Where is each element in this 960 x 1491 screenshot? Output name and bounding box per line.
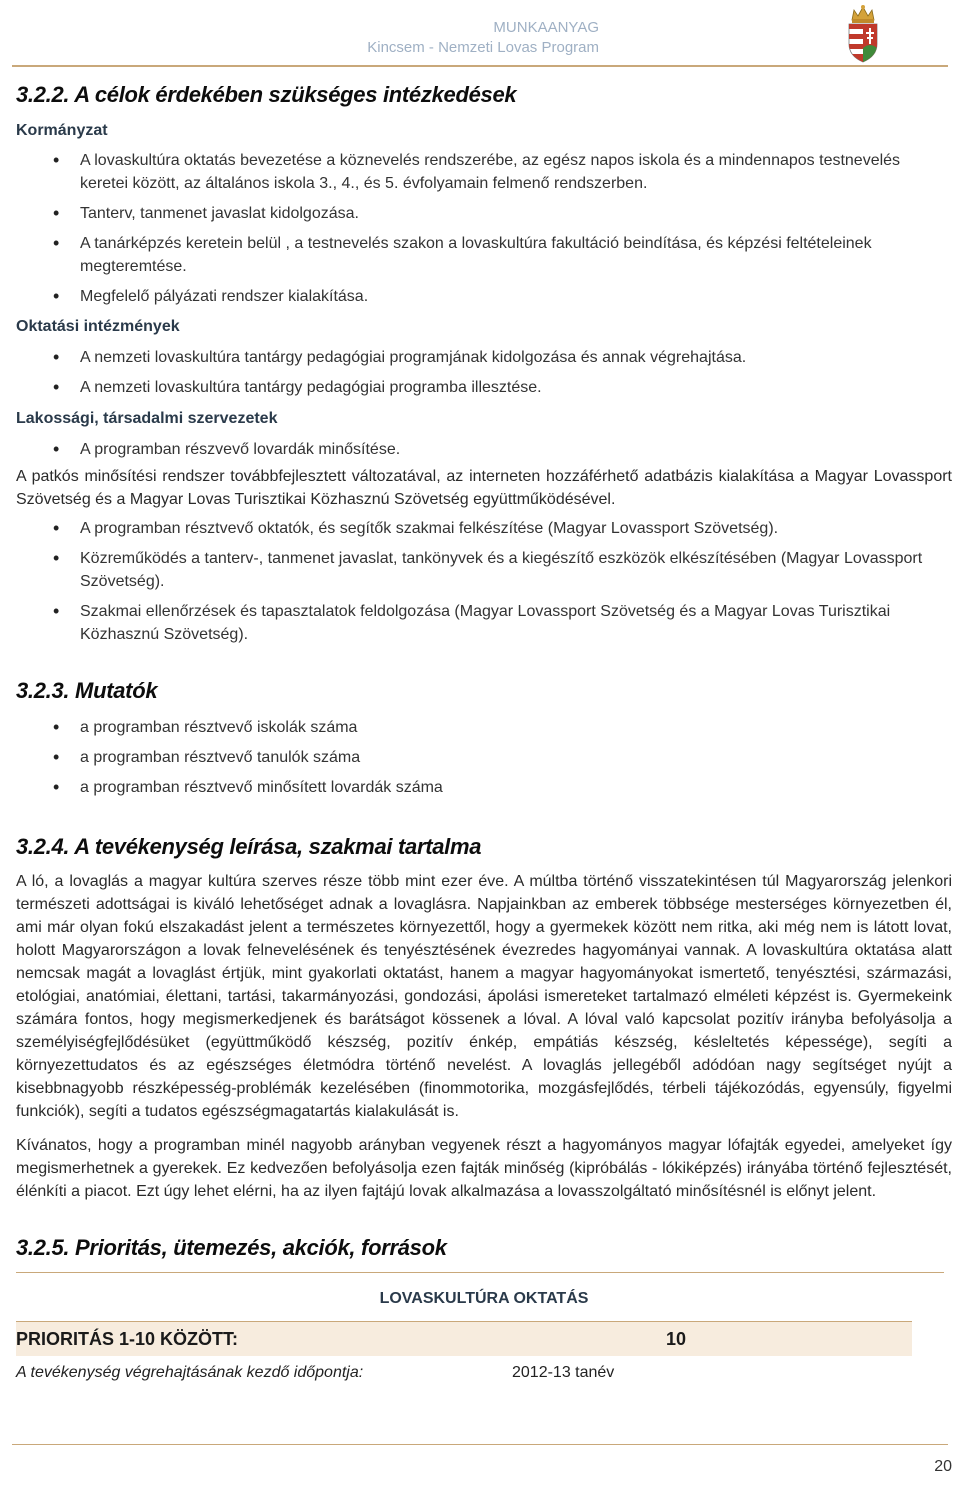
list-item: • Tanterv, tanmenet javaslat kidolgozása. [16,202,952,225]
main-content [16,78,952,1382]
priority-row [16,1322,912,1356]
section-title-3-2-3: 3.2.3. Mutatók [16,678,158,703]
paragraph-patkos: A patkós minősítési rendszer továbbfejlesztett változatával, az interneten hozzáférhető adatbázis kialakítása a Magyar Lovassport Szövetség és a Magyar Lovas Turisztikai Közhasznú Szövetség együttműködésével. [16,468,952,508]
more-list [16,517,952,646]
paragraph-leiras-2: Kívánatos, hogy a programban minél nagyobb arányban vegyenek részt a hagyományos magyar lófajták egyedei, amelyeket így megismerhetnek a gyerekek. Ez kedvezően befolyásolja ezen fajták minőség (kipróbálás - lókiképzés) irányába történő fejlesztését, élénkíti a piacot. Ezt úgy lehet elérni, ha az ilyen fajtájú lovak alkalmazása a lovasszolgáltató minősítésnél is előnyt jelent. [16,1137,952,1200]
list-item: • Szakmai ellenőrzések és tapasztalatok feldolgozása (Magyar Lovassport Szövetség és a Magyar Lovas Turisztikai Közhasznú Szövetség). [16,600,952,646]
header-draft-label: MUNKAANYAG [493,19,599,36]
list-item: • A tanárképzés keretein belül , a testnevelés szakon a lovaskultúra fakultáció beindítása, és képzési feltételeinek megteremtése. [16,232,952,278]
list-item: • Közreműködés a tanterv-, tanmenet javaslat, tankönyvek és a kiegészítő eszközök elkészítésében (Magyar Lovassport Szövetség). [16,547,952,593]
subhead-kormanyzat: Kormányzat [16,122,108,139]
box-title: LOVASKULTÚRA OKTATÁS [379,1290,589,1307]
section-title-3-2-5: 3.2.5. Prioritás, ütemezés, akciók, források [16,1235,447,1260]
kormanyzat-list [16,149,952,308]
mutatok-list [16,716,952,799]
list-item: • A nemzeti lovaskultúra tantárgy pedagógiai programba illesztése. [16,376,952,399]
hungarian-coat-of-arms-icon [844,4,882,64]
start-label: A tevékenység végrehajtásának kezdő időpontja: [16,1364,364,1381]
list-item: • A programban részvevő lovardák minősítése. [16,438,952,461]
paragraph-leiras-1: A ló, a lovaglás a magyar kultúra szerves része több mint ezer éve. A múltba történő visszatekintésen túl Magyarország jelenkori természeti adottságai is kiváló lehetőséget adnak a lovaglásra. Napjainkban az emberek többsége mesterséges környezetben él, ami már olyan fokú elszakadást jelent a természetes környezettől, hogy a gyermekek között nem ritka, aki még nem is látott lovat, holott Magyarországon a lovak felnevelésének és tenyésztésének évezredes hagyományai vannak. A lovaskultúra oktatása alatt nemcsak magát a lovaglást értjük, mint gyakorlati oktatást, hanem a magyar hagyományokat ismertető, tenyésztési, származási, etológiai, anatómiai, élettani, tartási, takarmányozási, gondozási, ápolási ismereteket tartalmazó elméleti képzést is. Gyermekeink számára fontos, hogy megismerkedjenek és barátságot kössenek a lóval. A lóval való kapcsolat pozitív irányba befolyásolja a személyiségfejlődésüket (együttműködő készség, pozitív énkép, empátiás készség, késleltetés képessége), segíti a környezettudatos és az egészséges életmódra történő nevelést. A lovaglás jellegéből adódóan nagy segítséget nyújt a kisebbnagyobb részképesség-problémák kezelésében (finommotorika, mozgásfejlődés, térbeli tájékozódás, egyensúly, figyelmi funkciók), segíti a tudatos egészségmagatartás kialakulását is. [16,873,952,1120]
section-rule [16,1272,944,1273]
box-spacer [16,1308,952,1322]
page-number: 20 [934,1458,952,1475]
section-title-3-2-4: 3.2.4. A tevékenység leírása, szakmai tartalma [16,834,482,859]
page-header [0,0,960,70]
oktatasi-list [16,346,952,399]
list-item: • A lovaskultúra oktatás bevezetése a köznevelés rendszerébe, az egész napos iskola és a mindennapos testnevelés keretei között, az általános iskola 3., 4., és 5. évfolyamain felmenő rendszerben. [16,149,952,195]
header-rule [12,65,948,67]
list-item: • Megfelelő pályázati rendszer kialakítása. [16,285,952,308]
footer-rule [12,1444,948,1445]
start-value: 2012-13 tanév [512,1364,615,1381]
priority-label: PRIORITÁS 1-10 KÖZÖTT: [16,1328,239,1349]
list-item: • A nemzeti lovaskultúra tantárgy pedagógiai programjának kidolgozása és annak végrehajtása. [16,346,952,369]
header-program-name: Kincsem - Nemzeti Lovas Program [367,39,599,56]
priority-value: 10 [666,1328,687,1349]
lakossagi-list [16,438,952,461]
start-row [16,1364,952,1382]
list-item: • a programban résztvevő minősített lovardák száma [16,776,952,799]
list-item: • a programban résztvevő tanulók száma [16,746,952,769]
subhead-lakossagi: Lakossági, társadalmi szervezetek [16,410,278,427]
section-title-3-2-2: 3.2.2. A célok érdekében szükséges intézkedések [16,82,517,107]
section-spacer [16,1263,952,1273]
list-item: • A programban résztvevő oktatók, és segítők szakmai felkészítése (Magyar Lovassport Szövetség). [16,517,952,540]
box-rule [16,1321,912,1322]
list-item: • a programban résztvevő iskolák száma [16,716,952,739]
subhead-oktatasi: Oktatási intézmények [16,318,180,335]
header-text [367,18,599,58]
